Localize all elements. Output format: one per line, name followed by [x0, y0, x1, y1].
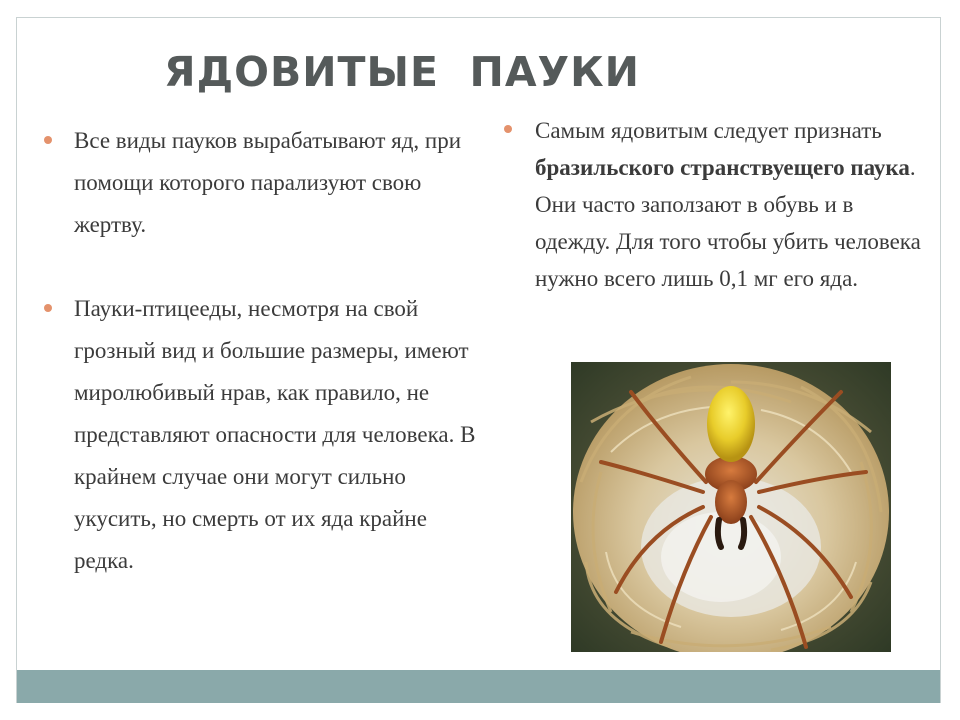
footer-bar: [17, 670, 940, 703]
list-item: [502, 112, 932, 297]
bullet-text-part1: Самым ядовитым следует признать: [535, 118, 882, 143]
list-item: [42, 288, 482, 582]
left-bullet-list: [42, 120, 482, 582]
bullet-text: Все виды пауков вырабатывают яд, при помощи которого парализуют свою жертву.: [74, 128, 462, 237]
bullet-text-bold: бразильского странствуещего паука: [535, 155, 910, 180]
bullet-dot-icon: [44, 136, 52, 144]
bullet-dot-icon: [504, 125, 512, 133]
spider-illustration-icon: [571, 362, 891, 652]
right-bullet-list: [502, 112, 932, 297]
list-item: [42, 120, 482, 246]
slide-title: ЯДОВИТЫЕ ПАУКИ: [164, 48, 640, 96]
bullet-text-part2: . Они часто заползают в обувь и в одежду. Для того чтобы убить человека нужно всего лишь 0,1 мг его яда.: [535, 155, 921, 291]
bullet-dot-icon: [44, 304, 52, 312]
bullet-text: Пауки-птицееды, несмотря на свой грозный вид и большие размеры, имеют миролюбивый нрав, как правило, не представляют опасности для человека. В крайнем случае они могут сильно укусить, но смерть от их яда крайне редка.: [74, 296, 476, 573]
spider-photo: [571, 362, 891, 652]
